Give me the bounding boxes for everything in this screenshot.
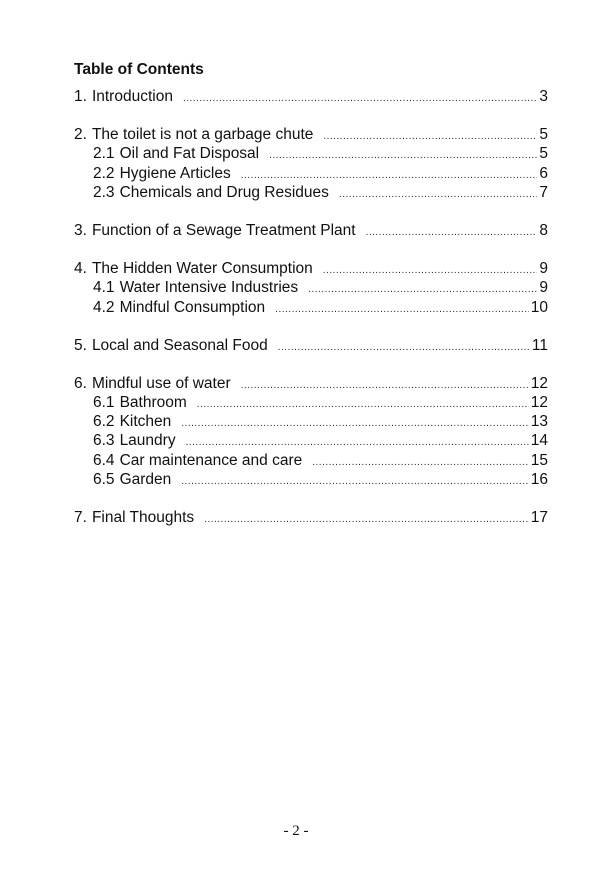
toc-entry-page: 9 [539,260,548,278]
toc-entry-title: The toilet is not a garbage chute [91,126,314,144]
toc-entry-title: Kitchen [119,413,172,431]
toc-entry-title: Final Thoughts [91,509,195,526]
toc-list [74,87,548,527]
toc-entry-title: Introduction [91,88,173,105]
toc-entry-page: 5 [539,145,548,163]
toc-entry-title: Laundry [119,432,176,450]
toc-entry-title: Mindful Consumption [119,298,266,316]
toc-entry[interactable] [74,259,548,278]
toc-subentry[interactable] [74,298,548,317]
toc-entry-number: 4. [74,260,87,278]
toc-entry[interactable] [74,87,548,106]
toc-entry-number: 2. [74,126,87,144]
toc-entry-title: The Hidden Water Consumption [91,260,313,278]
toc-subentry[interactable] [74,278,548,297]
toc-entry-page: 13 [530,413,548,431]
toc-subentry[interactable] [74,451,548,470]
toc-entry-title: Water Intensive Industries [119,279,299,297]
toc-entry-title: Garden [119,470,172,488]
toc-entry-number: 2.2 [93,164,115,182]
toc-entry-number: 6.2 [93,413,115,431]
toc-entry-number: 6. [74,374,87,392]
toc-entry-title: Hygiene Articles [119,164,231,182]
toc-entry[interactable] [74,221,548,240]
toc-entry-title: Bathroom [119,394,187,412]
dot-leader [323,127,537,146]
dot-leader [366,223,538,242]
dot-leader [339,185,537,204]
toc-entry-title: Function of a Sewage Treatment Plant [91,221,356,239]
toc-entry[interactable] [74,336,548,355]
dot-leader [181,472,528,491]
page-number-footer: - 2 - [283,823,309,839]
toc-entry-number: 6.3 [93,432,115,450]
toc-entry-title: Car maintenance and care [119,451,303,469]
toc-entry-page: 5 [539,126,548,144]
toc-entry-number: 1. [74,88,87,105]
toc-entry-page: 12 [530,394,548,412]
toc-entry-page: 11 [531,336,548,354]
toc-entry-page: 14 [530,432,548,450]
toc-entry-number: 4.2 [93,298,115,316]
dot-leader [183,89,537,108]
dot-leader [323,261,538,280]
dot-leader [181,414,528,433]
toc-entry-page: 16 [530,470,548,488]
dot-leader [197,395,529,414]
dot-leader [312,453,529,472]
toc-entry-number: 6.4 [93,451,115,469]
toc-entry-page: 7 [539,183,548,201]
toc-subentry[interactable] [74,183,548,202]
dot-leader [241,376,529,395]
toc-entry-page: 6 [539,164,548,182]
toc-entry-number: 6.5 [93,470,115,488]
toc-subentry[interactable] [74,431,548,450]
toc-entry-title: Local and Seasonal Food [91,336,268,354]
toc-entry-title: Oil and Fat Disposal [119,145,260,163]
toc-subentry[interactable] [74,164,548,183]
toc-entry[interactable] [74,374,548,393]
dot-leader [275,300,529,319]
toc-entry-page: 12 [530,374,548,392]
toc-entry-page: 8 [539,221,548,239]
toc-entry-number: 6.1 [93,394,115,412]
toc-title: Table of Contents [74,61,204,78]
toc-entry-page: 17 [530,509,548,526]
toc-subentry[interactable] [74,412,548,431]
toc-entry-title: Mindful use of water [91,374,231,392]
dot-leader [278,338,530,357]
toc-entry-number: 2.1 [93,145,115,163]
toc-entry-number: 5. [74,336,87,354]
toc-entry-number: 7. [74,509,87,526]
toc-entry-page: 9 [539,279,548,297]
dot-leader [308,280,537,299]
dot-leader [204,510,529,529]
toc-entry[interactable] [74,508,548,527]
toc-entry-page: 15 [530,451,548,469]
dot-leader [269,146,537,165]
toc-subentry[interactable] [74,470,548,489]
toc-entry-page: 10 [530,298,548,316]
toc-entry-number: 3. [74,221,87,239]
toc-entry-page: 3 [539,88,548,105]
toc-entry-number: 4.1 [93,279,115,297]
toc-entry-title: Chemicals and Drug Residues [119,183,329,201]
toc-entry-number: 2.3 [93,183,115,201]
toc-subentry[interactable] [74,393,548,412]
toc-subentry[interactable] [74,144,548,163]
toc-entry[interactable] [74,125,548,144]
